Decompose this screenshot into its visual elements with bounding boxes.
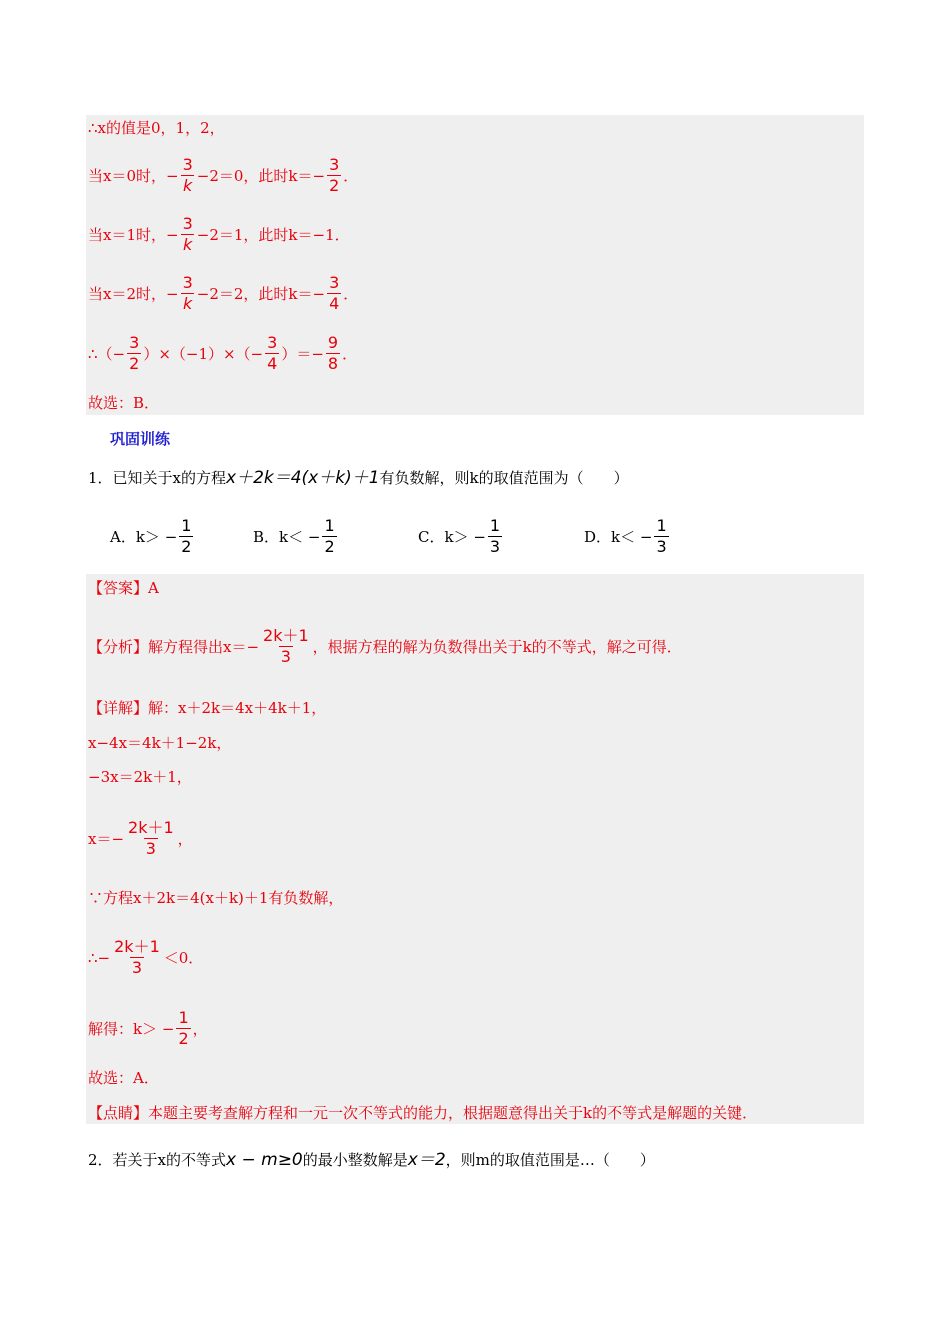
fraction: $\frac{1}{2}$ — [178, 1008, 189, 1048]
detail-line5: ∵方程x＋2k＝4(x＋k)＋1有负数解， — [88, 889, 344, 907]
question-1: 1．已知关于x的方程 x＋2k＝4(x＋k)＋1 有负数解，则k的取值范围为（ ） — [88, 468, 629, 488]
solution1-line2: 当x＝0时，− $\frac{3}{k}$ −2＝0，此时k＝− $\frac{3}{2}$ ． — [88, 155, 359, 195]
fraction: $\frac{3}{k}$ — [182, 214, 193, 254]
detail-line4: x＝− $\frac{2k+1}{3}$ ， — [88, 818, 193, 858]
detail-line6: ∴− $\frac{2k+1}{3}$ ＜0． — [88, 937, 204, 977]
detail-line2: x−4x＝4k＋1−2k， — [88, 734, 232, 752]
fraction: $\frac{2k+1}{3}$ — [263, 626, 309, 666]
fraction: $\frac{9}{8}$ — [327, 333, 339, 373]
question-2: 2．若关于x的不等式 x − m≥0 的最小整数解是 x＝2 ，则m的取值范围是…（ ） — [88, 1150, 655, 1170]
fraction: $\frac{3}{4}$ — [329, 273, 340, 313]
fraction: $\frac{1}{2}$ — [181, 516, 192, 556]
solution1-line3: 当x＝1时，− $\frac{3}{k}$ −2＝1，此时k＝−1． — [88, 214, 350, 254]
fraction: $\frac{1}{3}$ — [656, 516, 667, 556]
answer-label: 【答案】A — [88, 579, 159, 597]
option-b[interactable]: B．k＜ − $\frac{1}{2}$ — [253, 516, 335, 556]
fraction: $\frac{3}{k}$ — [182, 155, 193, 195]
fraction: $\frac{1}{3}$ — [489, 516, 501, 556]
section-title: 巩固训练 — [110, 430, 171, 448]
solution1-line1: ∴x的值是0，1，2， — [88, 119, 225, 137]
inequality: x − m≥0 — [226, 1150, 303, 1170]
detail-line9: 【点睛】本题主要考查解方程和一元一次不等式的能力，根据题意得出关于k的不等式是解题的关键． — [88, 1104, 758, 1122]
equation: x＝2 — [407, 1150, 446, 1170]
equation: x＋2k＝4(x＋k)＋1 — [226, 468, 380, 488]
detail-line1: 【详解】解：x＋2k＝4x＋4k＋1， — [88, 699, 327, 717]
solution1-line4: 当x＝2时，− $\frac{3}{k}$ −2＝2，此时k＝− $\frac{3}{4}$ ． — [88, 273, 359, 313]
fraction: $\frac{2k+1}{3}$ — [114, 937, 160, 977]
option-d[interactable]: D．k＜ − $\frac{1}{3}$ — [584, 516, 667, 556]
detail-line3: −3x＝2k＋1， — [88, 768, 192, 786]
analysis: 【分析】解方程得出x＝− $\frac{2k+1}{3}$ ，根据方程的解为负数得出关于k的不等式，解之可得． — [88, 626, 682, 666]
option-a[interactable]: A．k＞ − $\frac{1}{2}$ — [110, 516, 192, 556]
option-c[interactable]: C．k＞ − $\frac{1}{3}$ — [418, 516, 501, 556]
detail-line7: 解得：k＞ − $\frac{1}{2}$ ， — [88, 1008, 208, 1048]
solution1-line6: 故选：B． — [88, 394, 160, 412]
fraction: $\frac{3}{2}$ — [329, 155, 340, 195]
fraction: $\frac{3}{4}$ — [267, 333, 278, 373]
solution1-line5: ∴（− $\frac{3}{2}$ ）×（−1）×（− $\frac{3}{4}$ ）＝− $\frac{9}{8}$ ． — [88, 333, 358, 373]
fraction: $\frac{2k+1}{3}$ — [128, 818, 174, 858]
detail-line8: 故选：A． — [88, 1069, 159, 1087]
fraction: $\frac{3}{k}$ — [182, 273, 193, 313]
fraction: $\frac{3}{2}$ — [129, 333, 140, 373]
fraction: $\frac{1}{2}$ — [324, 516, 335, 556]
